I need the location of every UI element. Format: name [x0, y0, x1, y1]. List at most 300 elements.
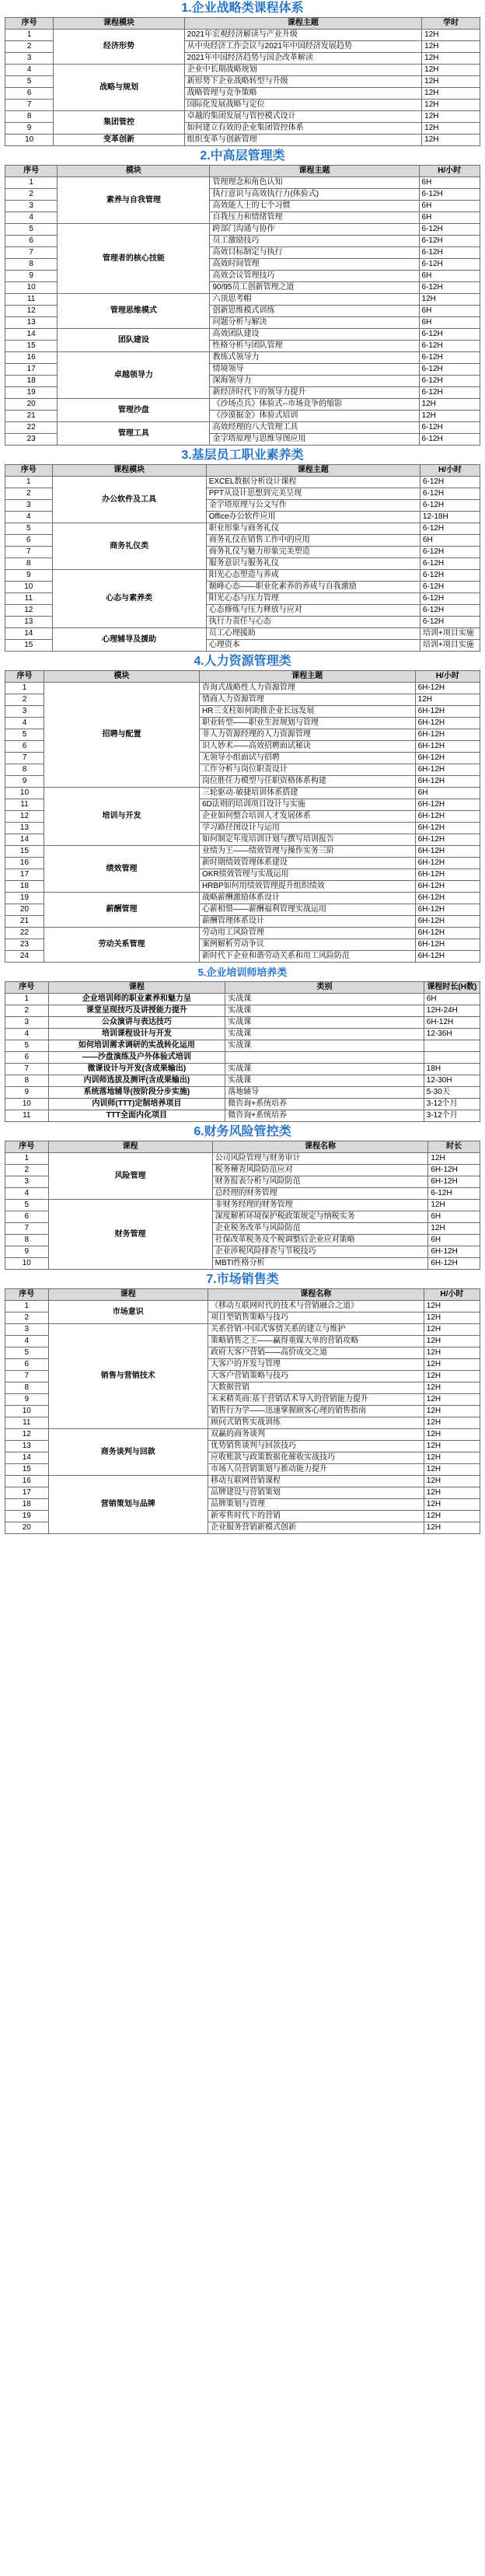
table-row	[5, 846, 480, 858]
row-number: 19	[5, 387, 58, 399]
course-topic: 双赢的商务谈判	[208, 1429, 424, 1441]
row-number: 20	[5, 1522, 49, 1534]
course-topic: 战略薪酬激励体系设计	[199, 893, 415, 904]
course-hours: 6-12H	[420, 500, 480, 512]
row-number: 4	[5, 512, 53, 523]
module-cell: ——沙盘演练及户外体验式培训	[48, 1052, 225, 1064]
course-topic: 员工心理援助	[206, 628, 420, 640]
course-topic: 实战课	[225, 1017, 424, 1029]
section-title: 7.市场销售类	[206, 1273, 279, 1286]
course-hours: 6H-12H	[415, 706, 480, 718]
course-hours: 12H	[424, 1511, 480, 1522]
course-topic: 岗位胜任力模型与任职资格体系构建	[199, 776, 415, 788]
course-topic: 创新思维模式训练	[210, 306, 419, 317]
course-hours: 12H	[428, 1200, 480, 1211]
course-topic: 2021年中国经济趋势与国企改革解读	[184, 53, 422, 65]
course-topic: HR三支柱如何助推企业长远发展	[199, 706, 415, 718]
row-number: 3	[5, 1176, 49, 1188]
row-number: 11	[5, 799, 44, 811]
course-hours: 12H	[424, 1312, 480, 1324]
course-topic: 微咨询+系统培养	[225, 1110, 424, 1122]
row-number: 10	[5, 1258, 49, 1270]
course-hours: 12H	[424, 1429, 480, 1441]
course-topic: 企业涉税风险排查与节税技巧	[212, 1246, 428, 1258]
row-number: 11	[5, 1417, 49, 1429]
course-hours: 6H-12H	[415, 869, 480, 881]
column-header: 课程	[48, 1141, 212, 1153]
table-row	[5, 1099, 480, 1110]
course-hours: 12H	[424, 1347, 480, 1359]
course-topic: 税务稽查风险防范应对	[212, 1165, 428, 1176]
column-header: 课程主题	[199, 671, 415, 683]
module-cell: 变革创新	[54, 135, 184, 146]
row-number: 8	[5, 558, 53, 570]
course-topic: Office办公软件应用	[206, 512, 420, 523]
column-header: 课程时长(H数)	[424, 982, 480, 994]
course-topic	[225, 1052, 424, 1064]
row-number: 5	[5, 1200, 49, 1211]
row-number: 12	[5, 1429, 49, 1441]
row-number: 10	[5, 1406, 49, 1417]
module-cell: 公众演讲与表达技巧	[48, 1017, 225, 1029]
course-topic: 心薪相惜——薪酬福利管理实战运用	[199, 904, 415, 916]
course-hours: 12H	[422, 111, 480, 123]
table-row	[5, 1064, 480, 1075]
module-cell: 管理工具	[58, 422, 210, 446]
course-topic: 无领导小组面试与招聘	[199, 753, 415, 764]
module-cell: 风险管理	[48, 1153, 212, 1200]
course-topic: 情商人力资源管理	[199, 694, 415, 706]
row-number: 15	[5, 1464, 49, 1476]
course-hours: 12H	[422, 30, 480, 41]
course-topic: 自我压力和情绪管理	[210, 212, 419, 224]
course-hours: 12H	[424, 1441, 480, 1452]
course-hours: 12H	[422, 65, 480, 76]
row-number: 2	[5, 41, 54, 53]
row-number: 15	[5, 640, 53, 652]
row-number: 18	[5, 376, 58, 387]
course-topic: 高效时间管理	[210, 259, 419, 271]
row-number: 9	[5, 1246, 49, 1258]
course-topic: 高效能人士的七个习惯	[210, 201, 419, 212]
table-row	[5, 1476, 480, 1487]
module-cell: 薪酬管理	[44, 893, 199, 928]
course-topic: 劳动用工风险管理	[199, 928, 415, 939]
module-cell: 内训师(TTT)定制培养项目	[48, 1099, 225, 1110]
module-cell: 营销策划与品牌	[48, 1476, 208, 1534]
course-topic: 社保改革税务及个税调整后企业应对策略	[212, 1235, 428, 1246]
row-number: 18	[5, 881, 44, 893]
table-row	[5, 1029, 480, 1040]
row-number: 8	[5, 1382, 49, 1394]
row-number: 6	[5, 1211, 49, 1223]
course-topic: 商务礼仪在销售工作中的应用	[206, 535, 420, 547]
row-number: 1	[5, 994, 49, 1005]
course-hours: 12H	[424, 1371, 480, 1382]
row-number: 16	[5, 1476, 49, 1487]
course-topic: 高效经理的八大管理工具	[210, 422, 419, 434]
course-topic: 6D法则的培训项目设计与实施	[199, 799, 415, 811]
course-topic: PPT从设计思想到完美呈现	[206, 488, 420, 500]
course-hours: 6-12H	[428, 1188, 480, 1200]
course-topic: 《沙场点兵》体验式--市场竞争的缩影	[210, 399, 419, 411]
course-hours: 6-12H	[419, 282, 480, 294]
table-row	[5, 1301, 480, 1312]
row-number: 9	[5, 1087, 49, 1099]
table-row	[5, 683, 480, 694]
course-hours: 6-12H	[419, 224, 480, 236]
table-header-row	[5, 18, 480, 30]
table-row	[5, 928, 480, 939]
row-number: 3	[5, 706, 44, 718]
row-number: 14	[5, 329, 58, 341]
course-hours: 12H	[424, 1382, 480, 1394]
course-hours: 6-12H	[419, 329, 480, 341]
table-row	[5, 352, 480, 364]
module-cell: 管理者的核心技能	[58, 224, 210, 294]
module-cell: 系统落地辅导(按阶段分步实施)	[48, 1087, 225, 1099]
section-title: 6.财务风险管控类	[194, 1125, 291, 1138]
course-hours: 6H	[419, 317, 480, 329]
course-section	[0, 148, 485, 446]
table-row	[5, 422, 480, 434]
table-row	[5, 224, 480, 236]
table-header-row	[5, 166, 480, 177]
row-number: 9	[5, 570, 53, 582]
table-row	[5, 570, 480, 582]
row-number: 7	[5, 1064, 49, 1075]
row-number: 6	[5, 1052, 49, 1064]
row-number: 21	[5, 411, 58, 422]
course-topic: 卓越的集团发展与管控模式设计	[184, 111, 422, 123]
table-header-row	[5, 671, 480, 683]
course-topic: 薪酬管理体系设计	[199, 916, 415, 928]
column-header: 课程名称	[212, 1141, 428, 1153]
row-number: 12	[5, 306, 58, 317]
course-hours: 6H-12H	[428, 1176, 480, 1188]
course-hours: 12H	[424, 1324, 480, 1336]
course-topic: 情境领导	[210, 364, 419, 376]
row-number: 10	[5, 582, 53, 593]
table-row	[5, 1040, 480, 1052]
table-row	[5, 1200, 480, 1211]
row-number: 21	[5, 916, 44, 928]
table-row	[5, 788, 480, 799]
row-number: 8	[5, 1235, 49, 1246]
row-number: 3	[5, 500, 53, 512]
course-section	[0, 447, 485, 652]
course-topic: 如何建立有效的企业集团管控体系	[184, 123, 422, 135]
row-number: 10	[5, 788, 44, 799]
course-hours: 12H	[424, 1522, 480, 1534]
column-header: 时长	[428, 1141, 480, 1153]
course-topic: 颠峰心态——职业化素养的养成与自我激励	[206, 582, 420, 593]
course-topic: 从中央经济工作会议与2021年中国经济发展趋势	[184, 41, 422, 53]
course-hours: 6H	[419, 212, 480, 224]
course-hours: 3-12个月	[424, 1099, 480, 1110]
row-number: 7	[5, 1223, 49, 1235]
course-topic: 应收账款与政策数据化催收实战技巧	[208, 1452, 424, 1464]
course-topic: 国际化发展战略与定位	[184, 100, 422, 111]
course-topic: 品牌建设与营销策划	[208, 1487, 424, 1499]
course-topic: 案例解析劳动争议	[199, 939, 415, 951]
course-topic: 跨部门沟通与协作	[210, 224, 419, 236]
row-number: 13	[5, 823, 44, 834]
row-number: 6	[5, 1359, 49, 1371]
row-number: 22	[5, 422, 58, 434]
column-header: 课程模块	[52, 465, 206, 477]
course-topic: 心态修炼与压力释放与应对	[206, 605, 420, 617]
course-hours: 6H	[428, 1235, 480, 1246]
course-hours: 12H	[424, 1359, 480, 1371]
course-topic: 深度解析环境保护税政策规定与纳税实务	[212, 1211, 428, 1223]
course-hours: 6H-12H	[415, 858, 480, 869]
course-hours: 12H	[422, 53, 480, 65]
course-section	[0, 0, 485, 146]
table-header-row	[5, 1141, 480, 1153]
course-topic: 关系营销·中国式客情关系的建立与维护	[208, 1324, 424, 1336]
course-topic: 《移动互联网时代的技术与营销融合之道》	[208, 1301, 424, 1312]
row-number: 1	[5, 1153, 49, 1165]
course-hours: 12H	[424, 1499, 480, 1511]
course-topic: 顾问式销售实战训练	[208, 1417, 424, 1429]
course-hours: 6H-12H	[415, 799, 480, 811]
course-hours: 6H	[420, 535, 480, 547]
row-number: 8	[5, 259, 58, 271]
row-number: 2	[5, 1005, 49, 1017]
course-topic: 商务礼仪与魅力形象完美塑造	[206, 547, 420, 558]
course-topic: 总经理的财务管理	[212, 1188, 428, 1200]
row-number: 7	[5, 247, 58, 259]
course-hours: 6-12H	[420, 582, 480, 593]
course-hours: 6H-12H	[415, 846, 480, 858]
course-section	[0, 653, 485, 963]
row-number: 5	[5, 224, 58, 236]
course-hours: 6H-12H	[415, 753, 480, 764]
row-number: 3	[5, 1324, 49, 1336]
row-number: 2	[5, 1312, 49, 1324]
row-number: 22	[5, 928, 44, 939]
course-topic: 高效团队建设	[210, 329, 419, 341]
row-number: 2	[5, 189, 58, 201]
row-number: 10	[5, 1099, 49, 1110]
course-hours: 6H-12H	[415, 811, 480, 823]
row-number: 20	[5, 399, 58, 411]
course-hours: 培训+项目实施	[420, 640, 480, 652]
module-cell: 办公软件及工具	[52, 477, 206, 523]
row-number: 17	[5, 1487, 49, 1499]
course-hours: 12H	[424, 1452, 480, 1464]
course-topic: 微咨询+系统培养	[225, 1099, 424, 1110]
course-topic: 实战课	[225, 1029, 424, 1040]
course-hours: 12H	[424, 1464, 480, 1476]
table-row	[5, 329, 480, 341]
course-topic: 实战课	[225, 1040, 424, 1052]
course-hours: 12H	[428, 1223, 480, 1235]
course-section	[0, 1271, 485, 1534]
course-topic: 市场人员营销策划与推动能力提升	[208, 1464, 424, 1476]
course-hours: 6-12H	[420, 593, 480, 605]
course-hours: 6H	[419, 201, 480, 212]
course-topic: 政府大客户营销——高价成交之道	[208, 1347, 424, 1359]
course-hours: 6H-12H	[415, 834, 480, 846]
row-number: 3	[5, 53, 54, 65]
column-header: 课程	[48, 982, 225, 994]
course-hours: 6-12H	[420, 488, 480, 500]
course-hours: 6-12H	[420, 558, 480, 570]
row-number: 13	[5, 617, 53, 628]
row-number: 4	[5, 1188, 49, 1200]
column-header: H/小时	[424, 1289, 480, 1301]
row-number: 10	[5, 135, 54, 146]
course-hours: 6H-12H	[428, 1165, 480, 1176]
course-hours: 6H	[419, 306, 480, 317]
course-topic: 销售行为学——迅速掌握顾客心理的销售指南	[208, 1406, 424, 1417]
course-hours: 6-12H	[420, 605, 480, 617]
row-number: 4	[5, 1336, 49, 1347]
course-topic: 落地辅导	[225, 1087, 424, 1099]
row-number: 10	[5, 282, 58, 294]
course-topic: 业绩为王——绩效管理与操作实务三阶	[199, 846, 415, 858]
module-cell: 经济形势	[54, 30, 184, 65]
course-topic: HRBP如何用绩效管理提升组织绩效	[199, 881, 415, 893]
course-topic: 六顶思考帽	[210, 294, 419, 306]
module-cell: 团队建设	[58, 329, 210, 352]
row-number: 13	[5, 317, 58, 329]
course-table	[5, 670, 480, 963]
course-hours: 12H	[424, 1406, 480, 1417]
table-row	[5, 65, 480, 76]
row-number: 7	[5, 100, 54, 111]
course-hours: 6H-12H	[415, 776, 480, 788]
module-cell: 市场意识	[48, 1301, 208, 1324]
section-title: 4.人力资源管理类	[194, 655, 291, 668]
row-number: 9	[5, 123, 54, 135]
course-section	[0, 964, 485, 1122]
row-number: 2	[5, 488, 53, 500]
course-topic: 优势销售谈判与回款技巧	[208, 1441, 424, 1452]
table-row	[5, 893, 480, 904]
course-hours: 6H-12H	[415, 893, 480, 904]
row-number: 5	[5, 729, 44, 741]
course-topic: 服务意识与服务礼仪	[206, 558, 420, 570]
row-number: 17	[5, 364, 58, 376]
column-header: 课程名称	[208, 1289, 424, 1301]
course-hours: 12H	[424, 1336, 480, 1347]
course-topic: 新经济时代下的领导力提升	[210, 387, 419, 399]
row-number: 24	[5, 951, 44, 963]
course-hours: 12H	[422, 100, 480, 111]
course-topic: 大客户营销策略与技巧	[208, 1371, 424, 1382]
course-hours: 12H	[419, 294, 480, 306]
column-header: 序号	[5, 166, 58, 177]
table-row	[5, 628, 480, 640]
course-topic: 性格分析与团队管理	[210, 341, 419, 352]
course-table	[5, 464, 480, 652]
course-hours: 6H-12H	[415, 904, 480, 916]
course-hours: 12H	[424, 1394, 480, 1406]
row-number: 9	[5, 776, 44, 788]
course-hours: 12H	[419, 411, 480, 422]
course-hours: 6-12H	[420, 570, 480, 582]
row-number: 4	[5, 65, 54, 76]
module-cell: 内训师选拔及测评(含成果输出)	[48, 1075, 225, 1087]
course-hours: 6H-12H	[424, 1017, 480, 1029]
course-topic: 组织变革与创新管理	[184, 135, 422, 146]
row-number: 11	[5, 294, 58, 306]
row-number: 9	[5, 1394, 49, 1406]
course-topic: 学习路径图设计与运用	[199, 823, 415, 834]
course-topic: 员工激励技巧	[210, 236, 419, 247]
column-header: 序号	[5, 1141, 49, 1153]
course-hours: 6H	[428, 1211, 480, 1223]
course-table	[5, 981, 480, 1122]
course-topic: 实战课	[225, 1064, 424, 1075]
row-number: 4	[5, 718, 44, 729]
course-hours: 6H-12H	[428, 1258, 480, 1270]
course-hours: 6H-12H	[415, 718, 480, 729]
course-hours: 6-12H	[419, 376, 480, 387]
row-number: 7	[5, 1371, 49, 1382]
section-title: 1.企业战略类课程体系	[181, 2, 304, 15]
module-cell: 绩效管理	[44, 846, 199, 893]
row-number: 14	[5, 628, 53, 640]
course-hours: 6H-12H	[428, 1246, 480, 1258]
row-number: 12	[5, 811, 44, 823]
course-hours: 12-18H	[420, 512, 480, 523]
course-hours: 3-12个月	[424, 1110, 480, 1122]
row-number: 3	[5, 1017, 49, 1029]
table-header-row	[5, 465, 480, 477]
row-number: 3	[5, 201, 58, 212]
course-topic: 企业服务营销新模式创新	[208, 1522, 424, 1534]
course-hours: 6-12H	[419, 352, 480, 364]
table-row	[5, 477, 480, 488]
column-header: 课程模块	[54, 18, 184, 30]
row-number: 2	[5, 1165, 49, 1176]
table-row	[5, 177, 480, 189]
module-cell: 心理辅导及援助	[52, 628, 206, 652]
course-topic: OKR绩效管理与实战运用	[199, 869, 415, 881]
course-hours: 6H	[419, 177, 480, 189]
row-number: 9	[5, 271, 58, 282]
course-hours: 培训+项目实施	[420, 628, 480, 640]
row-number: 1	[5, 683, 44, 694]
module-cell: 劳动关系管理	[44, 928, 199, 963]
table-header-row	[5, 982, 480, 994]
table-row	[5, 294, 480, 306]
column-header: H/小时	[420, 465, 480, 477]
table-row	[5, 1110, 480, 1122]
row-number: 11	[5, 1110, 49, 1122]
course-topic: 金字塔原理与思维导图应用	[210, 434, 419, 446]
column-header: 序号	[5, 982, 49, 994]
course-hours: 12H	[415, 694, 480, 706]
table-header-row	[5, 1289, 480, 1301]
course-hours: 12H	[422, 41, 480, 53]
course-hours: 6-12H	[419, 189, 480, 201]
course-topic: 新时代下企业和谐劳动关系和用工风险防范	[199, 951, 415, 963]
course-hours: 6-12H	[419, 434, 480, 446]
table-row	[5, 1005, 480, 1017]
course-hours: 6-12H	[419, 259, 480, 271]
course-table	[5, 1288, 480, 1534]
course-topic: 移动互联网营销课程	[208, 1476, 424, 1487]
column-header: H/小时	[419, 166, 480, 177]
course-topic: 高效目标制定与执行	[210, 247, 419, 259]
column-header: 类别	[225, 982, 424, 994]
column-header: 课程主题	[210, 166, 419, 177]
